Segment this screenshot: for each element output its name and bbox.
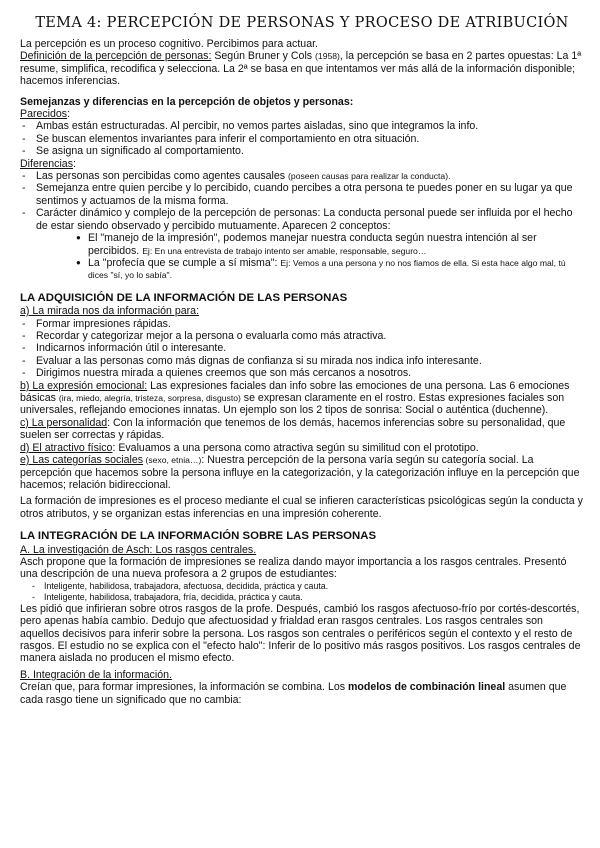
- parecidos-colon: :: [67, 108, 71, 121]
- integracion-b-bold: modelos de combinación lineal: [347, 681, 506, 694]
- diferencias-list: [20, 170, 584, 282]
- categorias-small: (sexo, etnia…): [143, 455, 202, 466]
- list-item: - Inteligente, habilidosa, trabajadora, afectuosa, decidida, práctica y cauta.: [30, 581, 584, 592]
- integracion-b-text2: asumen que cada rasgo tiene un significado que no cambia:: [20, 681, 567, 706]
- parecidos-label: Parecidos: [20, 108, 68, 121]
- mirada-label: a) La mirada nos da información para:: [20, 305, 200, 318]
- atractivo-paragraph: [20, 442, 584, 454]
- concept1-text: El "manejo de la impresión", podemos manejar nuestra conducta según nuestra intención al ser percibidos.: [88, 232, 537, 257]
- definition-year: (1958): [315, 51, 340, 62]
- list-item: - Inteligente, habilidosa, trabajadora, fría, decidida, práctica y cauta.: [30, 592, 584, 603]
- intro-paragraph: La percepción es un proceso cognitivo. Percibimos para actuar.: [20, 38, 318, 50]
- definition-label: Definición de la percepción de personas:: [20, 50, 212, 63]
- expresion-label: b) La expresión emocional:: [20, 379, 148, 392]
- personalidad-label: c) La personalidad: [20, 416, 108, 429]
- integracion-b-label: B. Integración de la información.: [20, 668, 172, 681]
- diferencias-heading: [20, 158, 584, 170]
- adquisicion-heading: LA ADQUISICIÓN DE LA INFORMACIÓN DE LAS PERSONAS: [20, 291, 348, 304]
- list-item: - Evaluar a las personas como más dignas de confianza si su mirada nos indica info interesante.: [20, 355, 584, 367]
- definition-paragraph: [20, 50, 584, 87]
- groups-list: [20, 581, 584, 603]
- asch-paragraph: Asch propone que la formación de impresiones se realiza dando mayor importancia a los rasgos centrales. Presentó una descripción de una nueva profesora a 2 grupos de estudiantes:: [20, 556, 567, 581]
- diferencias-label: Diferencias: [20, 157, 73, 170]
- list-item: - Ambas están estructuradas. Al percibir, no vemos partes aisladas, sino que integramos la info.: [20, 120, 584, 132]
- list-item: - Indicarnos información útil o interesante.: [20, 342, 584, 354]
- expresion-text1: Las expresiones faciales dan info sobre las emociones de una persona. Las 6 emociones básicas: [20, 379, 570, 405]
- parecidos-list: [20, 120, 584, 157]
- list-item: - Recordar y categorizar mejor a la persona o evaluarla como más atractiva.: [20, 330, 584, 342]
- list-item: [78, 232, 584, 257]
- formation-paragraph: La formación de impresiones es el proceso mediante el cual se infieren características psicológicas según la conducta y otros atributos, y se organizan estas inferencias en una impresión coherente.: [20, 495, 583, 520]
- mirada-list: [20, 318, 584, 380]
- definition-text-b: , la percepción se basa en 2 partes opuestas: La 1ª resume, simplifica, recodifica y selecciona. La 2ª se basa en que intentamos ver más allá de la información disponible; hacemos inferencias.: [20, 50, 582, 88]
- integracion-heading: LA INTEGRACIÓN DE LA INFORMACIÓN SOBRE LAS PERSONAS: [20, 530, 377, 543]
- list-item: [78, 257, 584, 282]
- page-title: TEMA 4: PERCEPCIÓN DE PERSONAS Y PROCESO DE ATRIBUCIÓN: [35, 15, 569, 31]
- concept2-text: La "profecía que se cumple a sí misma":: [88, 256, 281, 269]
- list-item: - Se buscan elementos invariantes para inferir el comportamiento en otra situación.: [20, 133, 584, 145]
- asch-result-paragraph: Les pidió que infirieran sobre otros rasgos de la profe. Después, cambió los rasgos afectuoso-frío por cortés-descortés, pero apenas había cambio. Dedujo que afectuosidad y frialdad eran rasgos centrales. Los rasgos centrales son aquellos decisivos para inferir sobre la persona. Los rasgos son centrales o periféricos según el contexto y el resto de rasgos. El estudio no se explica con el "efecto halo": Inferir de lo positivo más rasgos positivos. Los rasgos centrales de manera aislada no producen el mismo efecto.: [20, 602, 581, 665]
- dif1-text: Las personas son percibidas como agentes causales: [36, 170, 289, 183]
- list-item: - Se asigna un significado al comportamiento.: [20, 145, 584, 157]
- integracion-b-paragraph: [20, 681, 584, 706]
- integracion-b-text1: Creían que, para formar impresiones, la información se combina. Los: [20, 681, 348, 694]
- categorias-text: : Nuestra percepción de la persona varía según su categoría social. La percepción que hacemos sobre la persona influye en la categorización, y la categorización influye en la percepción que hacemos; relación bidireccional.: [20, 454, 580, 491]
- list-item: [20, 170, 584, 182]
- personalidad-text: : Con la información que tenemos de los demás, hacemos inferencias sobre su personalidad, que suelen ser correctas y rápidas.: [20, 416, 566, 442]
- parecidos-heading: [20, 108, 584, 120]
- dif3-text: Carácter dinámico y complejo de la percepción de personas: La conducta personal puede ser influida por el hecho de estar siendo observado y percibido mutuamente. Aparecen 2 conceptos:: [36, 207, 573, 232]
- diferencias-colon: :: [73, 157, 76, 170]
- expresion-small: (ira, miedo, alegría, tristeza, sorpresa, disgusto): [58, 393, 241, 404]
- document-page: [20, 14, 584, 706]
- concept1-small: Ej: En una entrevista de trabajo intento ser amable, responsable, seguro…: [142, 245, 427, 256]
- atractivo-text: : Evaluamos a una persona como atractiva según su similitud con el prototipo.: [112, 441, 479, 454]
- similarities-heading: Semejanzas y diferencias en la percepción de objetos y personas:: [20, 95, 354, 108]
- list-item: - Semejanza entre quien percibe y lo percibido, cuando percibes a otra persona te puedes poner en su lugar ya que sentimos y actuamos de la misma forma.: [20, 182, 584, 207]
- definition-text-a: Según Bruner y Cols: [211, 50, 316, 63]
- dif1-small: (poseen causas para realizar la conducta).: [288, 171, 451, 182]
- asch-label: A. La investigación de Asch: Los rasgos centrales.: [20, 543, 257, 556]
- atractivo-label: d) El atractivo físico: [20, 441, 113, 454]
- concepts-list: [36, 232, 584, 282]
- concept2-small: Ej: Vemos a una persona y no nos fiamos de ella. Si esta hace algo mal, tú dices "sí, yo lo sabía".: [88, 257, 566, 281]
- personalidad-paragraph: [20, 417, 584, 442]
- categorias-paragraph: [20, 454, 584, 491]
- list-item: - Formar impresiones rápidas.: [20, 318, 584, 330]
- expresion-text2: se expresan claramente en el rostro. Estas expresiones faciales son universales, reflejando emociones innatas. Un ejemplo son los 2 tipos de sonrisa: Social o auténtica (duchenne).: [20, 392, 565, 417]
- list-item: [20, 207, 584, 281]
- list-item: - Dirigimos nuestra mirada a quienes creemos que son más cercanos a nosotros.: [20, 367, 584, 379]
- expresion-paragraph: [20, 380, 584, 417]
- categorias-label: e) Las categorías sociales: [20, 454, 144, 467]
